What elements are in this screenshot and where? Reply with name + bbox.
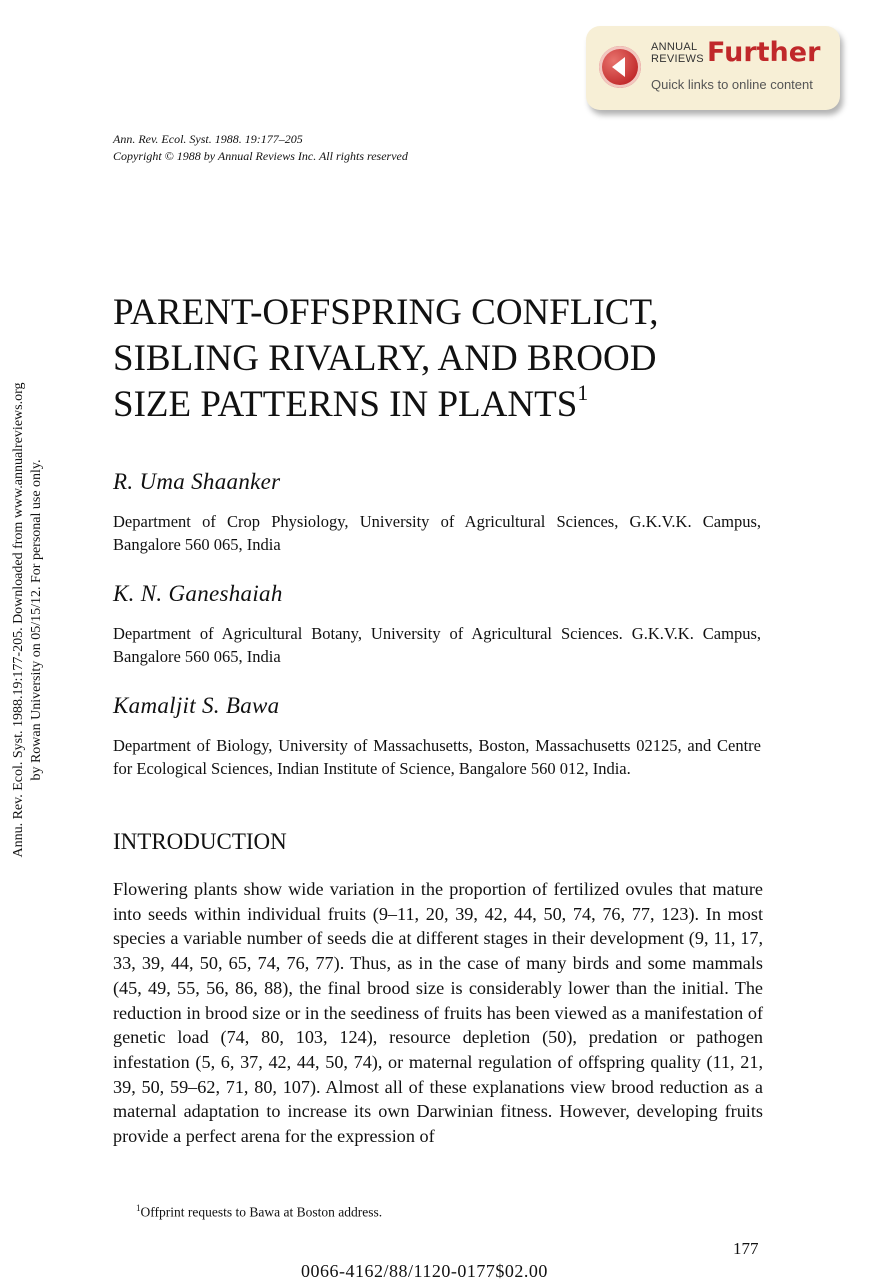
author-name: Kamaljit S. Bawa (113, 693, 280, 718)
author-affiliation: Department of Biology, University of Massachusetts, Boston, Massachusetts 02125, and Centre for Ecological Sciences, Indian Institute of Science, Bangalore 560 012, India. (113, 736, 761, 778)
badge-subtitle: Quick links to online content (651, 77, 813, 92)
footnote-mark: 1 (136, 1203, 141, 1213)
watermark-line-2: by Rowan University on 05/15/12. For personal use only. (29, 459, 44, 781)
footnote (136, 1203, 382, 1221)
copyright-line: Copyright © 1988 by Annual Reviews Inc. All rights reserved (113, 149, 408, 163)
page-number: 177 (733, 1239, 759, 1258)
title-footnote-mark: 1 (577, 380, 589, 405)
author-affiliation: Department of Crop Physiology, University of Agricultural Sciences, G.K.V.K. Campus, Bangalore 560 065, India (113, 512, 761, 554)
author-affiliation: Department of Agricultural Botany, University of Agricultural Sciences. G.K.V.K. Campus, Bangalore 560 065, India (113, 624, 761, 666)
price-code: 0066-4162/88/1120-0177$02.00 (301, 1261, 548, 1281)
title-line-1: PARENT-OFFSPRING CONFLICT, (113, 292, 659, 333)
further-links-badge[interactable] (586, 26, 840, 110)
body-paragraph: Flowering plants show wide variation in the proportion of fertilized ovules that mature into seeds within individual fruits (9–11, 20, 39, 42, 44, 50, 74, 76, 77, 123). In most species a variable number of seeds die at different stages in their development (9, 11, 17, 33, 39, 44, 50, 65, 74, 76, 77). Thus, as in the case of many birds and some mammals (45, 49, 55, 56, 86, 88), the final brood size is considerably lower than the initial. The reduction in brood size or in the seediness of fruits has been viewed as a manifestation of genetic load (74, 80, 103, 124), resource depletion (50), predation or pathogen infestation (5, 6, 37, 42, 44, 50, 74), or maternal regulation of offspring quality (11, 21, 39, 50, 59–62, 71, 80, 107). Almost all of these explanations view brood reduction as a maternal adaptation to increase its own Darwinian fitness. However, developing fruits provide a perfect arena for the expression of (113, 879, 763, 1147)
back-arrow-icon (599, 46, 641, 88)
title-line-2: SIBLING RIVALRY, AND BROOD (113, 338, 657, 379)
badge-reviews-label: REVIEWS (651, 53, 704, 65)
citation-line: Ann. Rev. Ecol. Syst. 1988. 19:177–205 (113, 132, 303, 146)
footnote-text: Offprint requests to Bawa at Boston address. (140, 1204, 383, 1220)
title-line-3: SIZE PATTERNS IN PLANTS (113, 384, 578, 425)
badge-further-label: Further (707, 37, 821, 68)
author-name: R. Uma Shaanker (113, 469, 281, 494)
author-name: K. N. Ganeshaiah (113, 581, 283, 606)
section-heading: INTRODUCTION (113, 829, 287, 854)
journal-citation (113, 131, 408, 165)
paper-title (113, 290, 659, 428)
watermark-line-1: Annu. Rev. Ecol. Syst. 1988.19:177-205. Downloaded from www.annualreviews.org (11, 382, 26, 858)
badge-annual-label: ANNUAL (651, 41, 698, 53)
download-watermark (10, 320, 46, 920)
